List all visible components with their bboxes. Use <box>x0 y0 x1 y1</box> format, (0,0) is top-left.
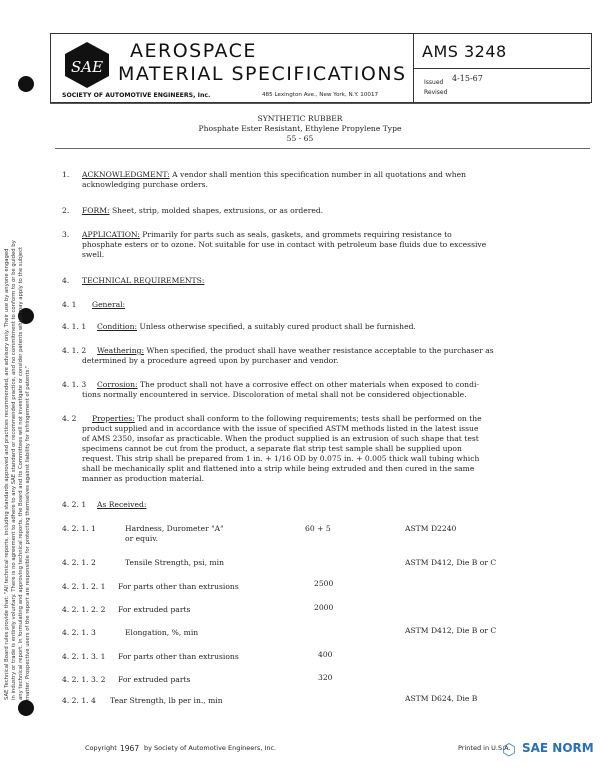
table-row <box>62 605 105 615</box>
section-2-num: 2. <box>62 206 70 215</box>
table-row <box>62 524 96 534</box>
issued-date: 4-15-67 <box>452 74 483 83</box>
section-4-2-line5: request. This strip shall be prepared from 1 in. + 1/16 OD by 0.075 in. + 0.005 thick wall tubing which <box>82 454 480 463</box>
society-name: SOCIETY OF AUTOMOTIVE ENGINEERS, Inc. <box>62 92 211 99</box>
row-label-2: or equiv. <box>125 534 159 543</box>
title-rule <box>55 148 590 149</box>
row-label: Tear Strength, lb per in., min <box>110 696 223 705</box>
issued-label: Issued <box>424 79 444 86</box>
section-3-num: 3. <box>62 230 70 239</box>
section-4-2-line7: manner as production material. <box>82 474 205 483</box>
row-value: 320 <box>318 673 333 682</box>
row-value: 2000 <box>314 603 334 612</box>
section-4-2-num: 4. 2 <box>62 414 77 423</box>
row-label: For parts other than extrusions <box>118 582 239 591</box>
header-divider-horizontal <box>413 68 590 69</box>
section-4-1-2-num: 4. 1. 2 <box>62 346 87 355</box>
row-method: ASTM D624, Die B <box>405 694 478 703</box>
table-row <box>62 652 105 662</box>
section-3-cont: phosphate esters or to ozone. Not suitable for use in contact with petroleum base fluids due to excessive <box>82 240 487 249</box>
row-label: Elongation, %, min <box>125 628 199 637</box>
section-1-num: 1. <box>62 170 70 179</box>
row-value: 60 + 5 <box>305 524 331 533</box>
row-number: 4. 2. 1. 3 <box>62 628 96 637</box>
section-4-heading: TECHNICAL REQUIREMENTS: <box>82 276 205 285</box>
copyright-label: Copyright <box>85 744 117 752</box>
sae-logo <box>62 40 112 90</box>
row-label: For extruded parts <box>118 675 191 684</box>
section-4-1-2: Weathering: When specified, the product shall have weather resistance acceptable to the purchaser as <box>97 346 494 355</box>
copyright-year: 1967 <box>120 744 140 753</box>
section-4-2: Properties: The product shall conform to the following requirements; tests shall be performed on the <box>92 414 482 423</box>
copyright-owner: by Society of Automotive Engineers, Inc. <box>144 744 277 752</box>
punch-hole <box>18 76 34 92</box>
row-number: 4. 2. 1. 3. 2 <box>62 675 106 684</box>
section-3: APPLICATION: Primarily for parts such as seals, gaskets, and grommets requiring resistance to <box>82 230 452 239</box>
watermark: SAE NORM <box>522 741 594 755</box>
printed-in: Printed in U.S.A. <box>458 744 511 752</box>
section-4-2-line3: of AMS 2350, insofar as practicable. When the product supplied is an extrusion of such shape that test <box>82 434 479 443</box>
row-method: ASTM D412, Die B or C <box>405 558 497 567</box>
doc-hardness-range: 55 - 65 <box>286 134 314 143</box>
row-value: 400 <box>318 650 333 659</box>
row-method: ASTM D412, Die B or C <box>405 626 497 635</box>
section-4-1-3: Corrosion: The product shall not have a corrosive effect on other materials when exposed to condi- <box>97 380 479 389</box>
table-row <box>62 582 105 592</box>
section-4-1-heading: General: <box>92 300 126 309</box>
row-label: Tensile Strength, psi, min <box>125 558 224 567</box>
section-4-1-1-num: 4. 1. 1 <box>62 322 87 331</box>
doc-subtitle: Phosphate Ester Resistant, Ethylene Propylene Type <box>198 124 402 133</box>
row-label: For parts other than extrusions <box>118 652 239 661</box>
spec-number: AMS 3248 <box>422 42 507 61</box>
section-4-2-line4: specimens cannot be cut from the product, a separate flat strip test sample shall be supplied upon <box>82 444 462 453</box>
punch-hole <box>18 700 34 716</box>
row-number: 4. 2. 1. 2. 1 <box>62 582 106 591</box>
revised-label: Revised <box>424 89 448 96</box>
row-label: For extruded parts <box>118 605 191 614</box>
table-row <box>62 696 96 706</box>
section-3-cont2: swell. <box>82 250 105 259</box>
section-1-cont: acknowledging purchase orders. <box>82 180 208 189</box>
row-value: 2500 <box>314 579 334 588</box>
row-number: 4. 2. 1. 4 <box>62 696 96 705</box>
section-1: ACKNOWLEDGMENT: A vendor shall mention this specification number in all quotations and when <box>82 170 467 179</box>
section-4-2-1-heading: As Received: <box>97 500 147 509</box>
section-4-2-line6: shall be mechanically split and flattened into a strip while being extruded and then cured in the same <box>82 464 475 473</box>
title-line1: AEROSPACE <box>130 40 257 62</box>
row-label: Hardness, Durometer "A" <box>125 524 224 533</box>
section-4-1-num: 4. 1 <box>62 300 77 309</box>
section-4-1-2-cont: determined by a procedure agreed upon by purchaser and vendor. <box>82 356 339 365</box>
section-2: FORM: Sheet, strip, molded shapes, extrusions, or as ordered. <box>82 206 324 215</box>
table-row <box>62 558 96 568</box>
doc-title: SYNTHETIC RUBBER <box>257 114 343 123</box>
header-underline <box>50 103 590 104</box>
table-row <box>62 675 105 685</box>
section-4-num: 4. <box>62 276 70 285</box>
sae-logo-text: SAE <box>70 58 104 76</box>
row-number: 4. 2. 1. 2 <box>62 558 96 567</box>
watermark-logo: ⬡ <box>502 740 516 759</box>
section-4-2-1-num: 4. 2. 1 <box>62 500 87 509</box>
row-number: 4. 2. 1. 3. 1 <box>62 652 106 661</box>
row-number: 4. 2. 1. 1 <box>62 524 96 533</box>
society-address: 485 Lexington Ave., New York, N.Y. 10017 <box>262 92 379 98</box>
section-4-1-3-num: 4. 1. 3 <box>62 380 87 389</box>
row-number: 4. 2. 1. 2. 2 <box>62 605 106 614</box>
title-line2: MATERIAL SPECIFICATIONS <box>118 63 407 85</box>
section-4-1-3-cont: tions normally encountered in service. Discoloration of metal shall not be considered objectionable. <box>82 390 467 399</box>
row-method: ASTM D2240 <box>405 524 457 533</box>
table-row <box>62 628 96 638</box>
section-4-2-line2: product supplied and in accordance with the issue of specified ASTM methods listed in the latest issue <box>82 424 479 433</box>
section-4-1-1: Condition: Unless otherwise specified, a suitably cured product shall be furnished. <box>97 322 416 331</box>
side-notice: SAE Technical Board rules provide that: "All technical reports, including standards approved and practices recommended, are advisory only. Their use by anyone engaged in industry or trade is entirely voluntary. There is no agreement to adhere to any SAE standard or recommended practice, and no commitment to conform to or be guided by any technical report. In formulating and approving technical reports, the Board and its Committees will not investigate or consider patents which may apply to the subject matter. Prospective users of the report are responsible for protecting themselves against liability for infringement of patents." <box>4 240 31 700</box>
